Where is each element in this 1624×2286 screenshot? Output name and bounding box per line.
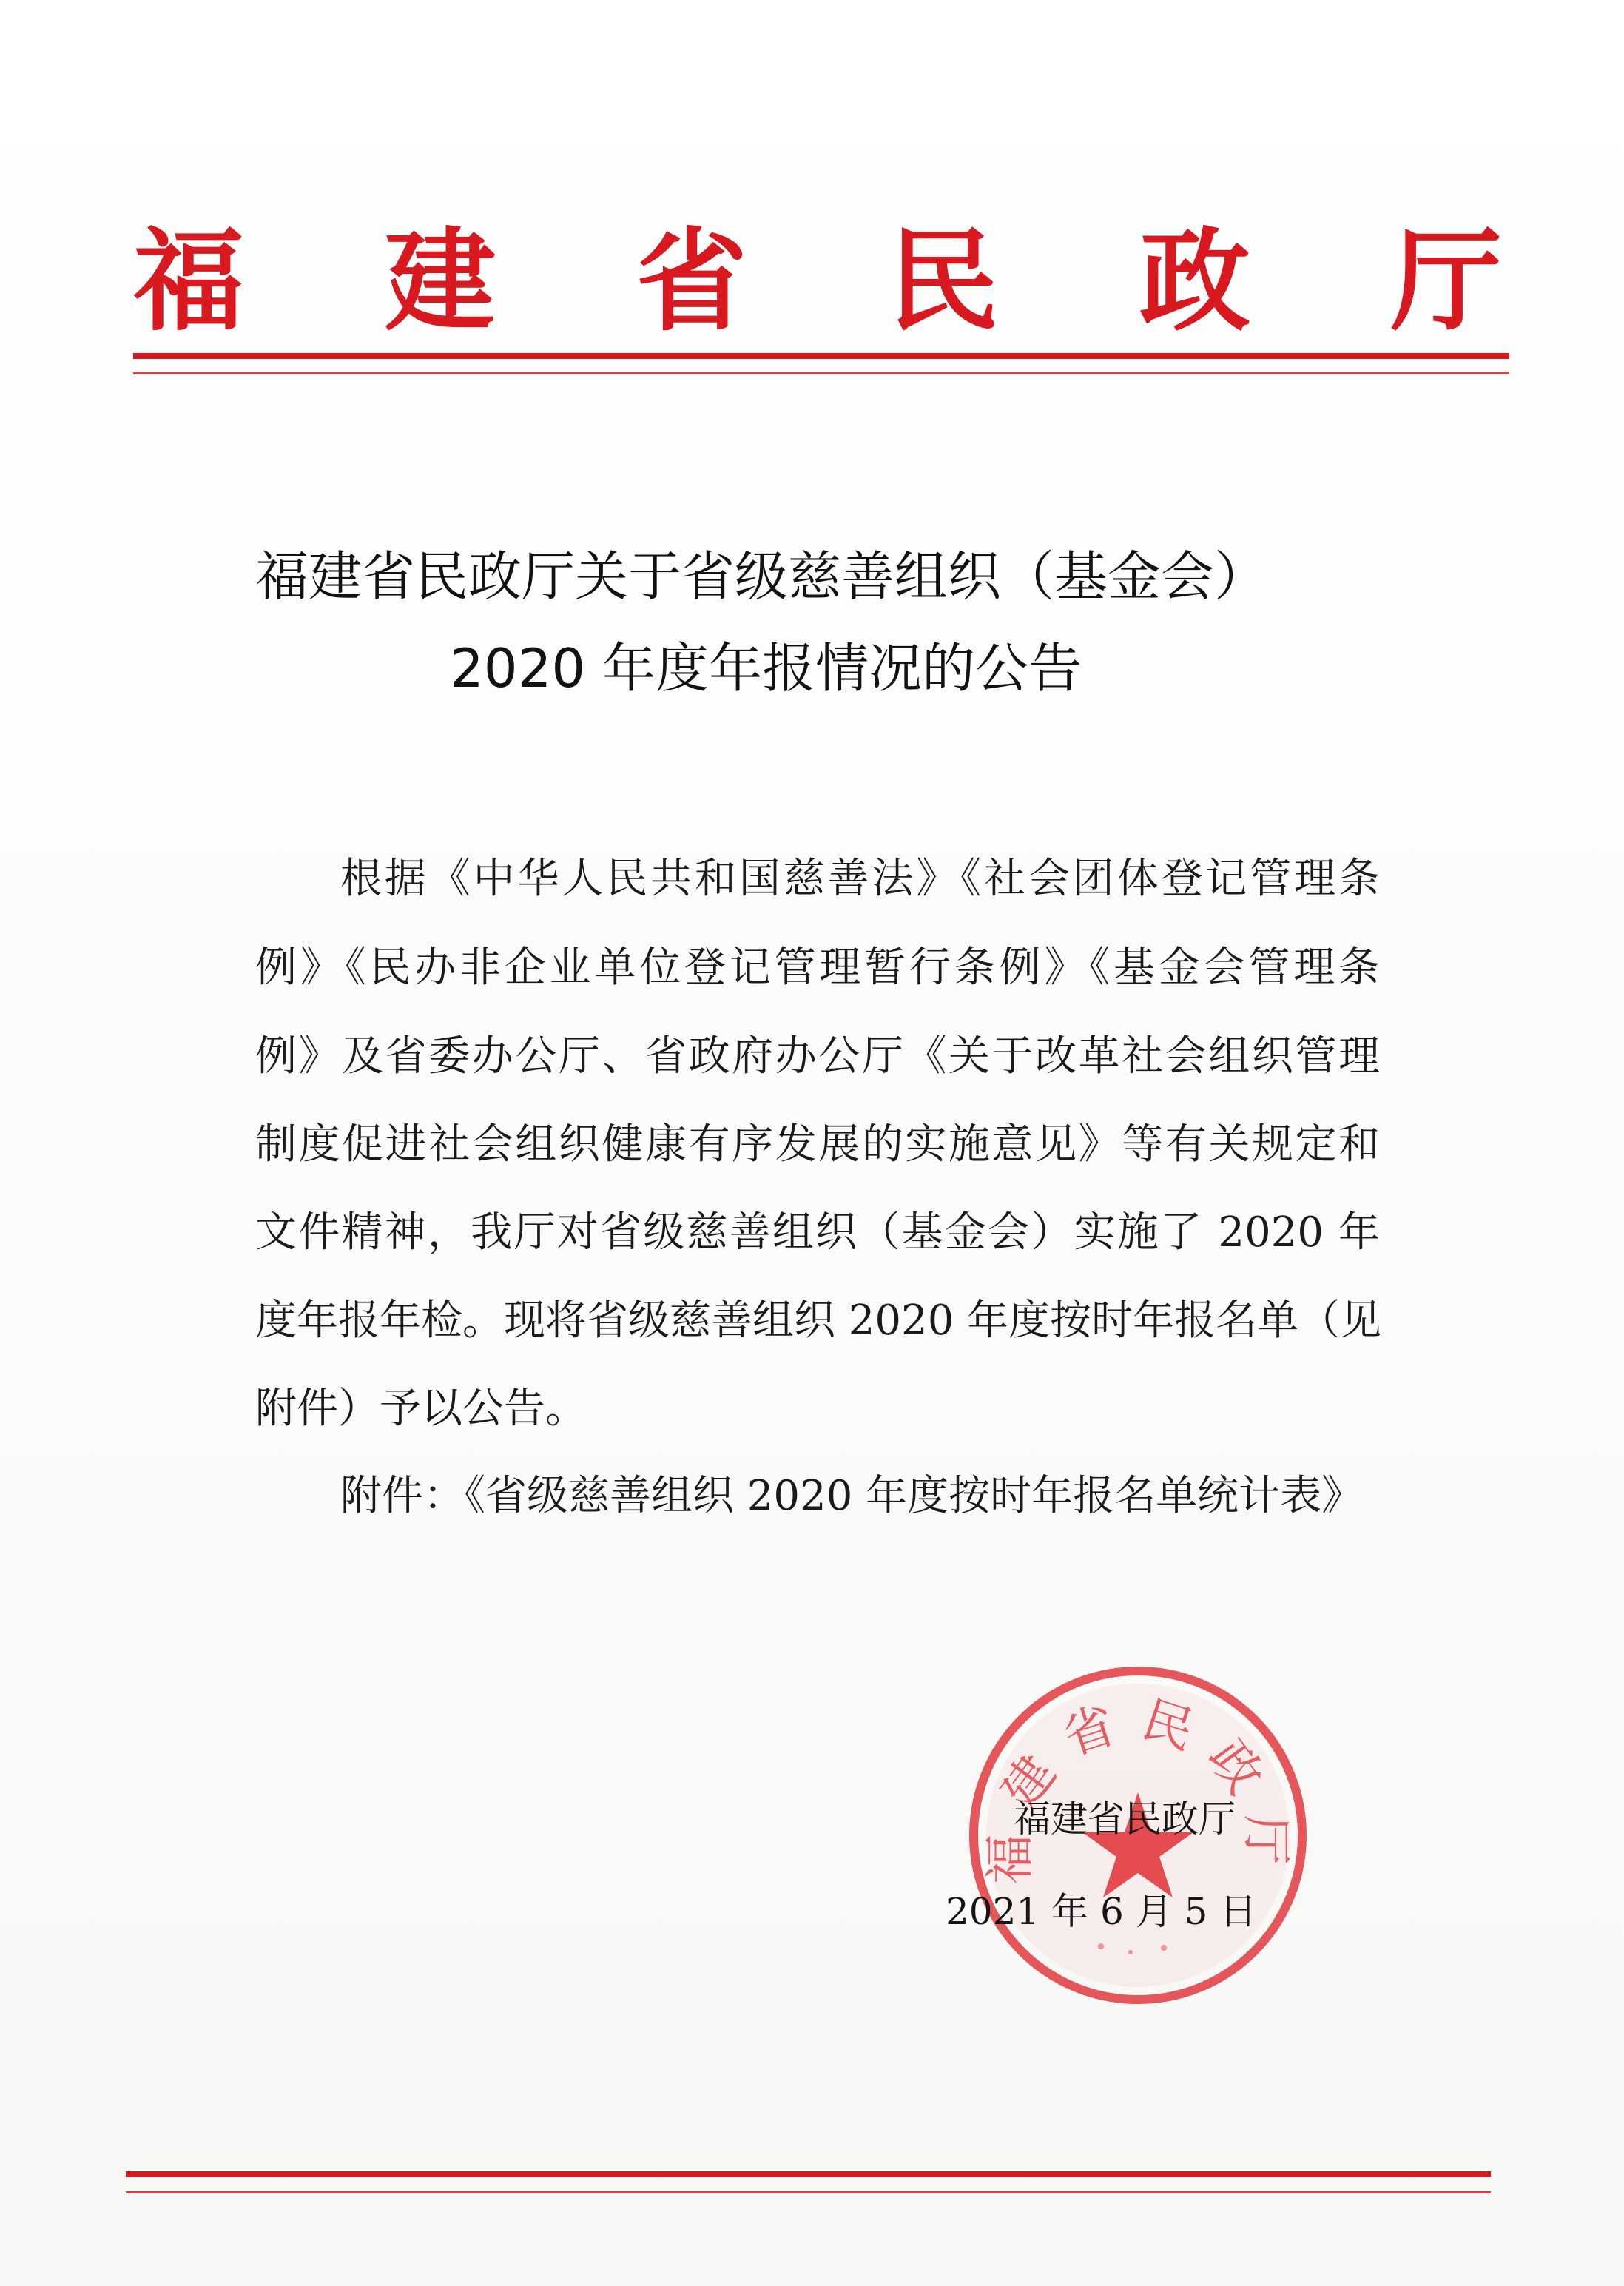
body-line: 附件）予以公告。 [255, 1385, 587, 1433]
footer-rule [126, 2171, 1491, 2177]
signature-date: 2021 年 6 月 5 日 [946, 1890, 1257, 1933]
letterhead-char: 省 [636, 216, 747, 346]
signature-org: 福建省民政厅 [1014, 1798, 1236, 1840]
letterhead-char: 政 [1139, 216, 1250, 346]
svg-text:福建省民政厅: 福建省民政厅 [980, 1690, 1296, 1885]
body-line: 制度促进社会组织健康有序发展的实施意见》等有关规定和 [255, 1120, 1380, 1169]
attachment-line: 附件：《省级慈善组织 2020 年度按时年报名单统计表》 [340, 1472, 1364, 1520]
document-title-line-1: 福建省民政厅关于省级慈善组织（基金会） [255, 545, 1268, 608]
letterhead-rule [133, 353, 1509, 359]
letterhead [133, 189, 1517, 374]
body-line: 根据《中华人民共和国慈善法》《社会团体登记管理条 [340, 855, 1380, 903]
body-line: 文件精神，我厅对省级慈善组织（基金会）实施了 2020 年 [255, 1208, 1380, 1257]
letterhead-char: 建 [384, 216, 496, 346]
letterhead-char: 福 [133, 216, 245, 346]
document-title-line-2: 2020 年度年报情况的公告 [450, 637, 1082, 699]
body-line: 例》《民办非企业单位登记管理暂行条例》《基金会管理条 [255, 944, 1380, 992]
letterhead-rule-thin [133, 372, 1509, 374]
letterhead-char: 民 [887, 216, 999, 346]
body-line: 度年报年检。现将省级慈善组织 2020 年度按时年报名单（见 [255, 1297, 1382, 1345]
footer-rule-thin [126, 2191, 1491, 2193]
body-line: 例》及省委办公厅、省政府办公厅《关于改革社会组织管理 [255, 1032, 1380, 1080]
letterhead-char: 厅 [1390, 216, 1502, 346]
